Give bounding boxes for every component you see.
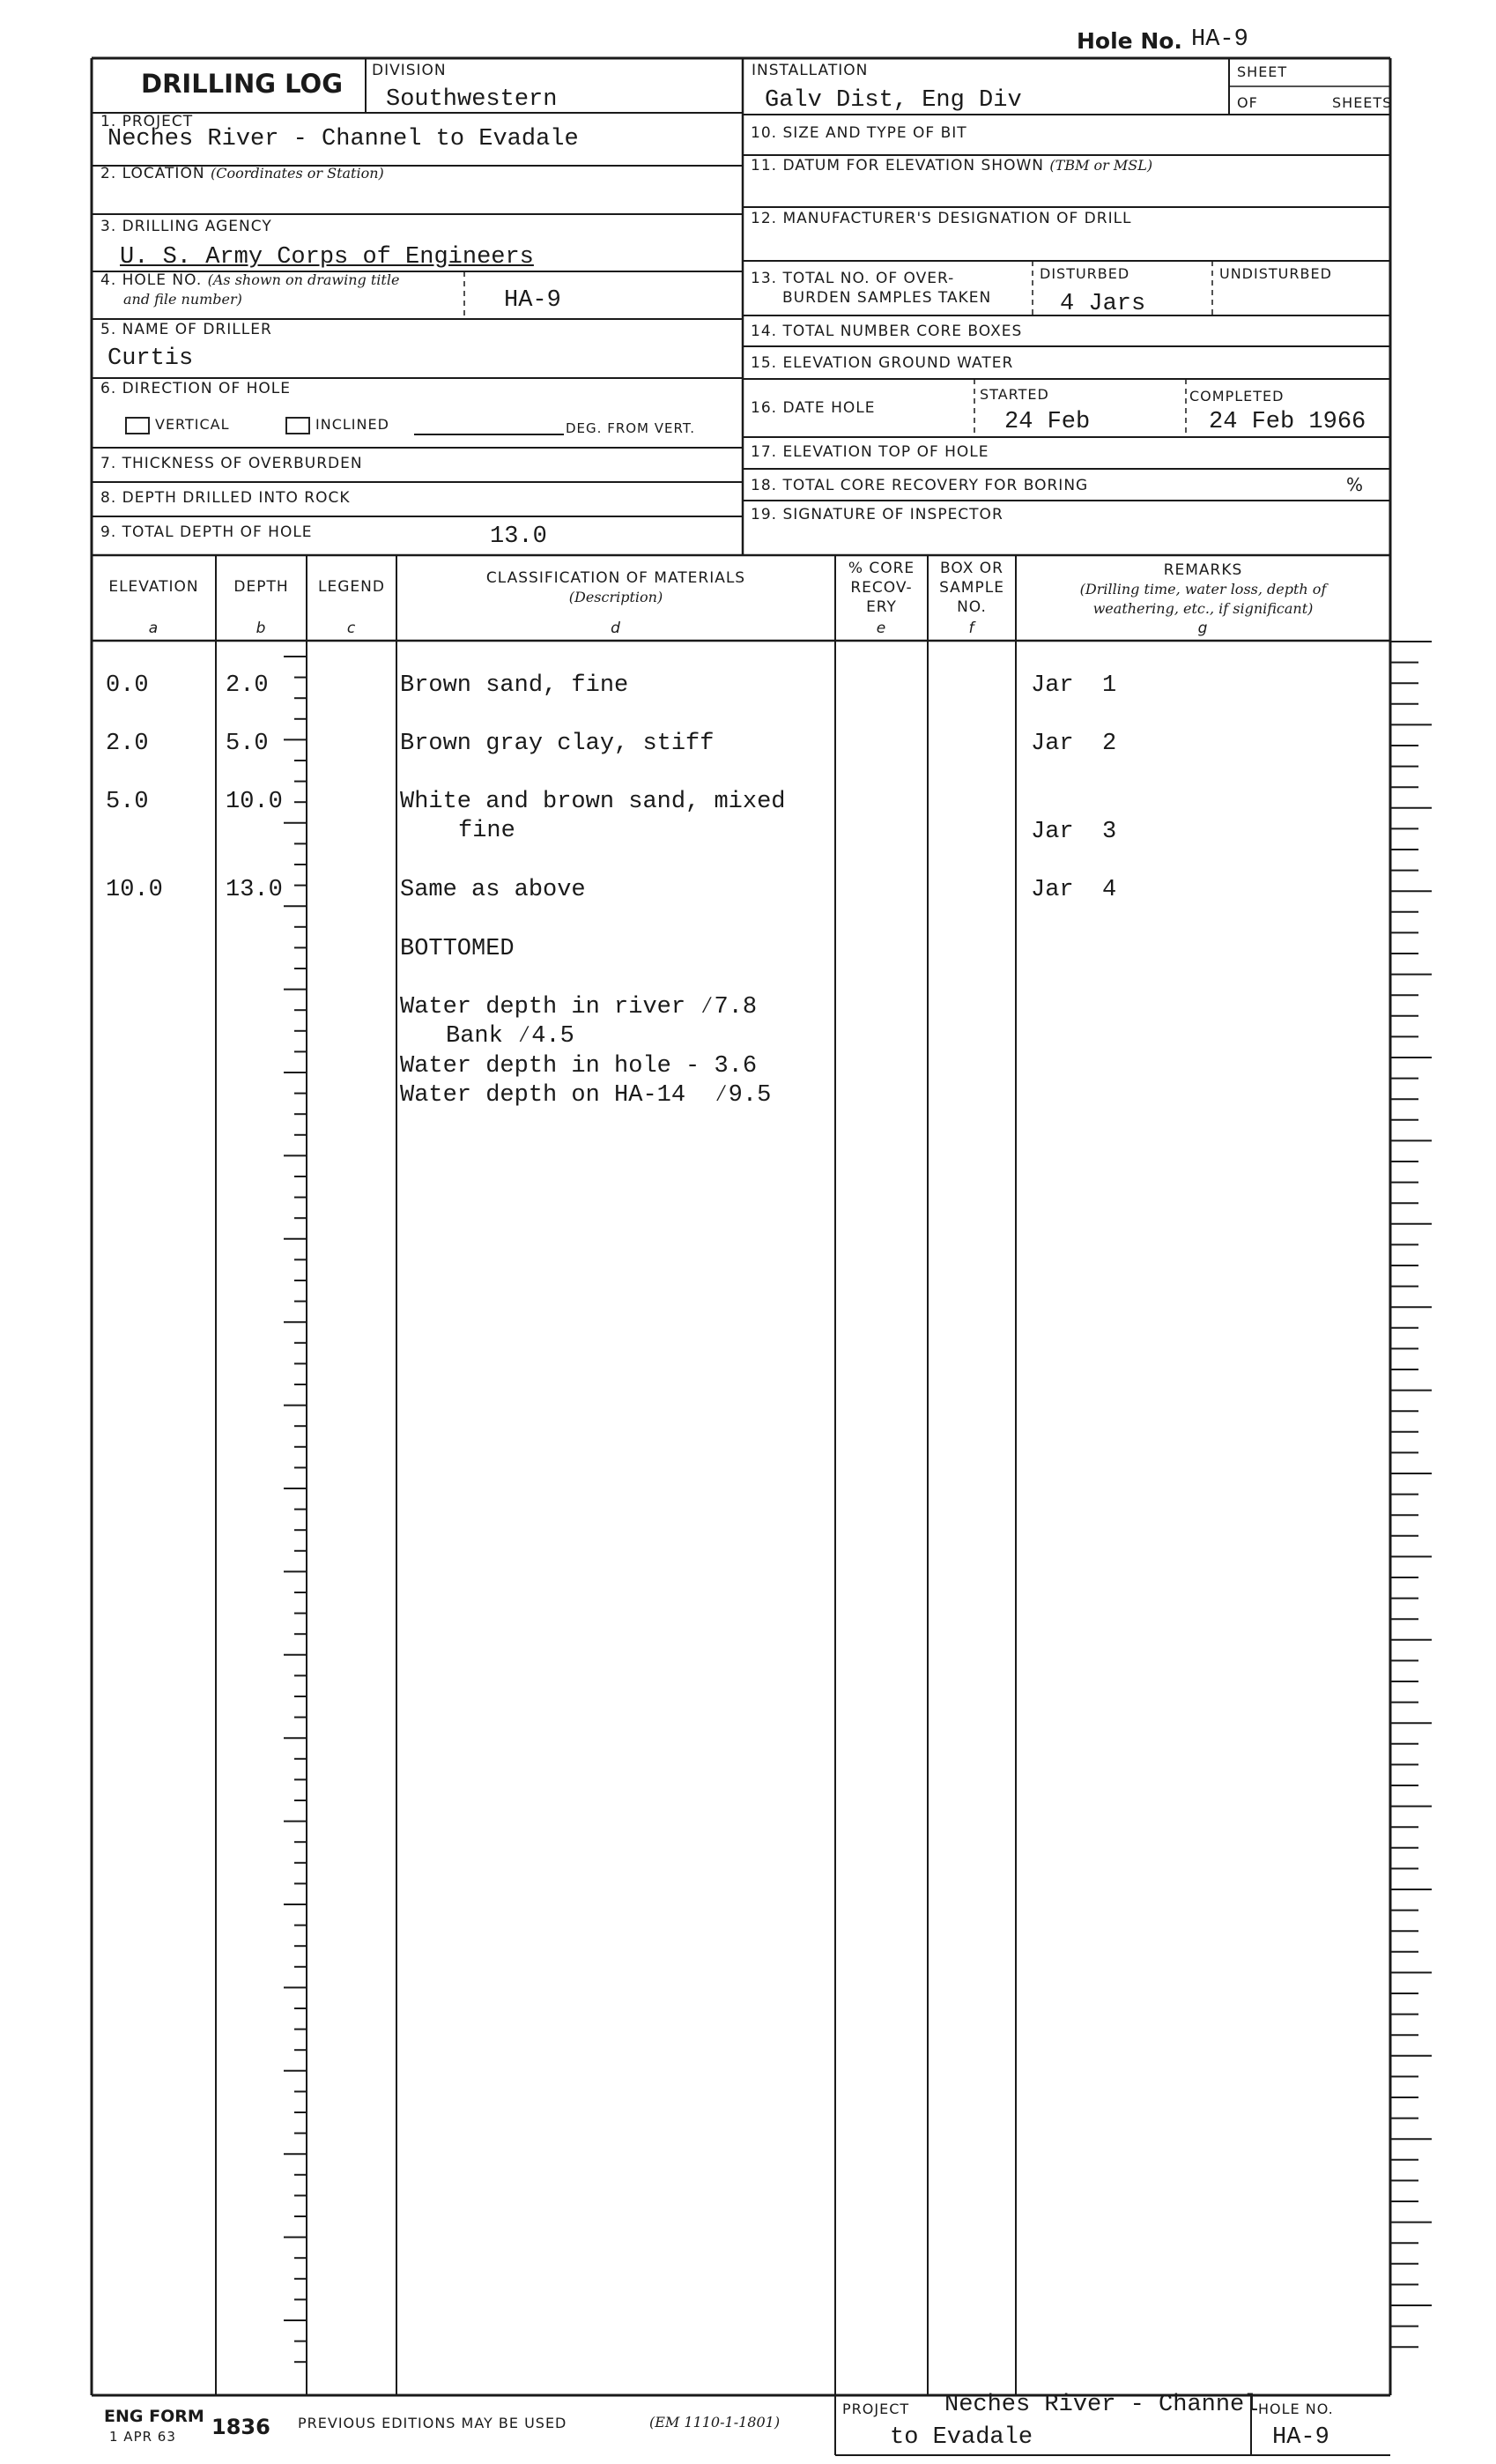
samples-label-2: BURDEN SAMPLES TAKEN	[782, 289, 992, 307]
col-letter-d: d	[611, 620, 621, 637]
row3-description-cont: fine	[458, 818, 515, 844]
ground-water-label: 15. ELEVATION GROUND WATER	[751, 354, 1014, 372]
col-remarks-text: REMARKS	[1163, 561, 1243, 579]
project-label: 1. PROJECT	[100, 113, 194, 130]
location-label	[100, 165, 384, 182]
col-box-line3: NO.	[957, 598, 987, 616]
col-remarks-header	[1016, 560, 1390, 619]
footer-project-label: PROJECT	[842, 2401, 910, 2417]
col-classification-sub: (Description)	[568, 589, 663, 605]
col-depth-header: DEPTH	[233, 578, 289, 596]
division-value: Southwestern	[386, 86, 558, 113]
row2-description: Brown gray clay, stiff	[400, 731, 715, 757]
row3-description: White and brown sand, mixed	[400, 789, 786, 815]
col-box-header	[928, 559, 1016, 617]
sheet-of-label: OF	[1237, 94, 1258, 111]
row1-elevation: 0.0	[106, 672, 149, 699]
sheets-label: SHEETS	[1332, 94, 1393, 111]
datum-note: (TBM or MSL)	[1049, 157, 1153, 174]
driller-label: 5. NAME OF DRILLER	[100, 321, 272, 338]
col-letter-e: e	[876, 620, 887, 637]
driller-value: Curtis	[107, 345, 194, 372]
datum-label	[751, 157, 1152, 174]
hole-no-note-2: and file number)	[123, 291, 242, 308]
water-note-2: Bank ∕4.5	[446, 1023, 574, 1050]
disturbed-label: DISTURBED	[1040, 265, 1130, 282]
undisturbed-label: UNDISTURBED	[1219, 265, 1332, 282]
water-note-4: Water depth on HA-14 ∕9.5	[400, 1082, 772, 1109]
row3-elevation: 5.0	[106, 789, 149, 815]
eng-form-label: ENG FORM	[104, 2407, 204, 2426]
col-core-header	[835, 559, 928, 617]
row3-depth: 10.0	[226, 789, 283, 815]
header-hole-no-value: HA-9	[1191, 26, 1248, 53]
water-note-1: Water depth in river ∕7.8	[400, 994, 758, 1020]
core-recovery-label: 18. TOTAL CORE RECOVERY FOR BORING	[751, 477, 1089, 494]
row1-description: Brown sand, fine	[400, 672, 629, 699]
col-letter-c: c	[346, 620, 357, 637]
col-classification-header	[396, 568, 835, 607]
row1-depth: 2.0	[226, 672, 269, 699]
col-core-line2: RECOV-	[850, 579, 913, 597]
col-letter-g: g	[1197, 620, 1209, 637]
drilling-agency-value: U. S. Army Corps of Engineers	[120, 244, 534, 271]
installation-value: Galv Dist, Eng Div	[765, 87, 1022, 114]
footer-hole-no-label: HOLE NO.	[1258, 2401, 1334, 2417]
location-note: (Coordinates or Station)	[210, 165, 384, 182]
row2-depth: 5.0	[226, 731, 269, 757]
row4-depth: 13.0	[226, 877, 283, 903]
installation-label: INSTALLATION	[752, 62, 869, 79]
footer-hole-no-value: HA-9	[1272, 2424, 1329, 2451]
depth-rock-label: 8. DEPTH DRILLED INTO ROCK	[100, 489, 351, 507]
row3-remarks: Jar 3	[1031, 819, 1117, 845]
col-box-line2: SAMPLE	[939, 579, 1004, 597]
col-remarks-sub2: weathering, etc., if significant)	[1092, 600, 1314, 617]
date-hole-label: 16. DATE HOLE	[751, 399, 876, 417]
eng-form-date: 1 APR 63	[109, 2429, 176, 2445]
water-note-3: Water depth in hole - 3.6	[400, 1053, 758, 1080]
sheet-label: SHEET	[1237, 63, 1288, 80]
em-reference: (EM 1110-1-1801)	[649, 2414, 781, 2431]
direction-vertical	[125, 416, 230, 434]
vertical-checkbox[interactable]	[125, 417, 150, 434]
core-recovery-unit: %	[1346, 474, 1365, 495]
depth-scale-ticks	[284, 657, 307, 2362]
hole-no-label-text: 4. HOLE NO.	[100, 271, 203, 289]
completed-value: 24 Feb 1966	[1209, 409, 1366, 435]
drill-designation-label: 12. MANUFACTURER'S DESIGNATION OF DRILL	[751, 210, 1132, 227]
col-core-line1: % CORE	[848, 560, 915, 577]
inspector-signature-label: 19. SIGNATURE OF INSPECTOR	[751, 506, 1004, 523]
project-value: Neches River - Channel to Evadale	[107, 126, 579, 152]
col-legend-header: LEGEND	[318, 578, 385, 596]
footer-project-value-1: Neches River - Channel	[944, 2392, 1259, 2418]
col-elevation-header: ELEVATION	[108, 578, 199, 596]
hole-no-value: HA-9	[504, 287, 561, 314]
col-letter-b: b	[256, 620, 267, 637]
eng-form-number: 1836	[211, 2415, 270, 2439]
row2-remarks: Jar 2	[1031, 731, 1117, 757]
row4-remarks: Jar 4	[1031, 877, 1117, 903]
samples-label-1: 13. TOTAL NO. OF OVER-	[751, 270, 955, 287]
deg-from-vert-label: DEG. FROM VERT.	[566, 420, 695, 436]
col-letter-a: a	[148, 620, 159, 637]
direction-label: 6. DIRECTION OF HOLE	[100, 380, 291, 397]
datum-label-text: 11. DATUM FOR ELEVATION SHOWN	[751, 157, 1044, 174]
overburden-label: 7. THICKNESS OF OVERBURDEN	[100, 455, 363, 472]
hole-no-label	[100, 271, 399, 289]
inclined-text: INCLINED	[315, 416, 389, 433]
inclined-degree-blank[interactable]	[414, 434, 564, 435]
drilling-agency-label: 3. DRILLING AGENCY	[100, 218, 272, 235]
inclined-checkbox[interactable]	[285, 417, 310, 434]
row4-elevation: 10.0	[106, 877, 163, 903]
header-hole-no-label: Hole No.	[1077, 28, 1182, 54]
col-box-line1: BOX OR	[940, 560, 1004, 577]
row2-elevation: 2.0	[106, 731, 149, 757]
col-letter-f: f	[968, 620, 975, 637]
col-remarks-sub1: (Drilling time, water loss, depth of	[1079, 581, 1327, 597]
completed-label: COMPLETED	[1189, 388, 1285, 404]
total-depth-label: 9. TOTAL DEPTH OF HOLE	[100, 523, 313, 541]
location-label-text: 2. LOCATION	[100, 165, 205, 182]
started-value: 24 Feb	[1004, 409, 1091, 435]
disturbed-value: 4 Jars	[1060, 291, 1146, 317]
row4-description: Same as above	[400, 877, 586, 903]
col-classification-text: CLASSIFICATION OF MATERIALS	[485, 569, 746, 587]
form-title: DRILLING LOG	[141, 69, 344, 99]
direction-inclined	[285, 416, 389, 434]
col-core-line3: ERY	[866, 598, 897, 616]
vertical-text: VERTICAL	[155, 416, 230, 433]
started-label: STARTED	[980, 386, 1049, 403]
core-boxes-label: 14. TOTAL NUMBER CORE BOXES	[751, 323, 1023, 340]
footer-project-value-2: to Evadale	[890, 2424, 1033, 2451]
bit-label: 10. SIZE AND TYPE OF BIT	[751, 124, 967, 142]
total-depth-value: 13.0	[490, 523, 547, 550]
row1-remarks: Jar 1	[1031, 672, 1117, 699]
elevation-top-label: 17. ELEVATION TOP OF HOLE	[751, 443, 989, 461]
right-margin-ticks	[1390, 642, 1432, 2347]
division-label: DIVISION	[372, 62, 447, 79]
hole-no-note-1: (As shown on drawing title	[207, 271, 400, 288]
previous-editions-note: PREVIOUS EDITIONS MAY BE USED	[298, 2415, 567, 2431]
bottomed-note: BOTTOMED	[400, 936, 515, 962]
